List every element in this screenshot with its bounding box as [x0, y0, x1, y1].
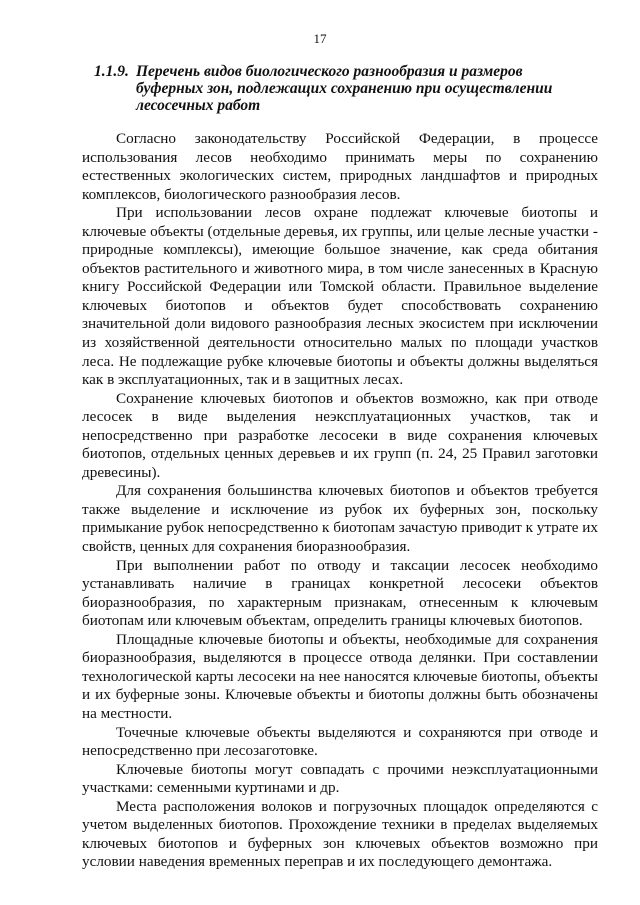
paragraph-4: Для сохранения большинства ключевых биотопов и объектов требуется также выделение и исключение из рубок их буферных зон, поскольку примыкание рубок непосредственно к биотопам зачастую приводит к утрате их свойств, ценных для сохранения биоразнообразия. [82, 482, 598, 556]
section-title-line-1: Перечень видов биологического разнообразия и размеров [136, 63, 523, 80]
section-title-line-2: буферных зон, подлежащих сохранению при осуществлении [136, 80, 553, 97]
page-number: 17 [313, 31, 327, 46]
paragraph-6: Площадные ключевые биотопы и объекты, необходимые для сохранения биоразнообразия, выделяются в процессе отвода делянки. При составлении технологической карты лесосеки на нее наносятся ключевые биотопы, объекты и их буферные зоны. Ключевые объекты и биотопы должны быть обозначены на местности. [82, 630, 598, 722]
section-heading [94, 63, 598, 114]
paragraph-9: Места расположения волоков и погрузочных площадок определяются с учетом выделенных биотопов. Прохождение техники в пределах выделяемых ключевых биотопов и буферных зон ключевых объектов возможно при условии наведения временных переправ и их последующего демонтажа. [82, 797, 598, 871]
section-title-line-3: лесосечных работ [136, 97, 261, 114]
paragraph-2: При использовании лесов охране подлежат ключевые биотопы и ключевые объекты (отдельные деревья, их группы, или целые лесные участки - природные комплексы), имеющие большое значение, как среда обитания объектов растительного и животного мира, в том числе занесенных в Красную книгу Российской Федерации или Томской области. Правильное выделение ключевых биотопов и объектов будет способствовать сохранению значительной доли видового разнообразия лесных экосистем при исключении из хозяйственной деятельности относительно малых по площади участков леса. Не подлежащие рубке ключевые биотопы и объекты должны выделяться как в эксплуатационных, так и в защитных лесах. [82, 204, 598, 389]
body-text [82, 130, 598, 872]
section-number: 1.1.9. [94, 63, 129, 80]
paragraph-1: Согласно законодательству Российской Федерации, в процессе использования лесов необходимо принимать меры по сохранению естественных экологических систем, природных ландшафтов и природных комплексов, биологического разнообразия лесов. [82, 130, 598, 203]
paragraph-7: Точечные ключевые объекты выделяются и сохраняются при отводе и непосредственно при лесозаготовке. [82, 723, 598, 760]
paragraph-8: Ключевые биотопы могут совпадать с прочими неэксплуатационными участками: семенными куртинами и др. [82, 760, 598, 797]
paragraph-5: При выполнении работ по отводу и таксации лесосек необходимо устанавливать наличие в границах конкретной лесосеки объектов биоразнообразия, по характерным признакам, отнесенным к ключевым биотопам или ключевым объектам, определить границы ключевых биотопов. [82, 556, 598, 630]
paragraph-3: Сохранение ключевых биотопов и объектов возможно, как при отводе лесосек в виде выделения неэксплуатационных участков, так и непосредственно при разработке лесосеки в виде сохранения ключевых биотопов, отдельных ценных деревьев и их групп (п. 24, 25 Правил заготовки древесины). [82, 389, 598, 481]
